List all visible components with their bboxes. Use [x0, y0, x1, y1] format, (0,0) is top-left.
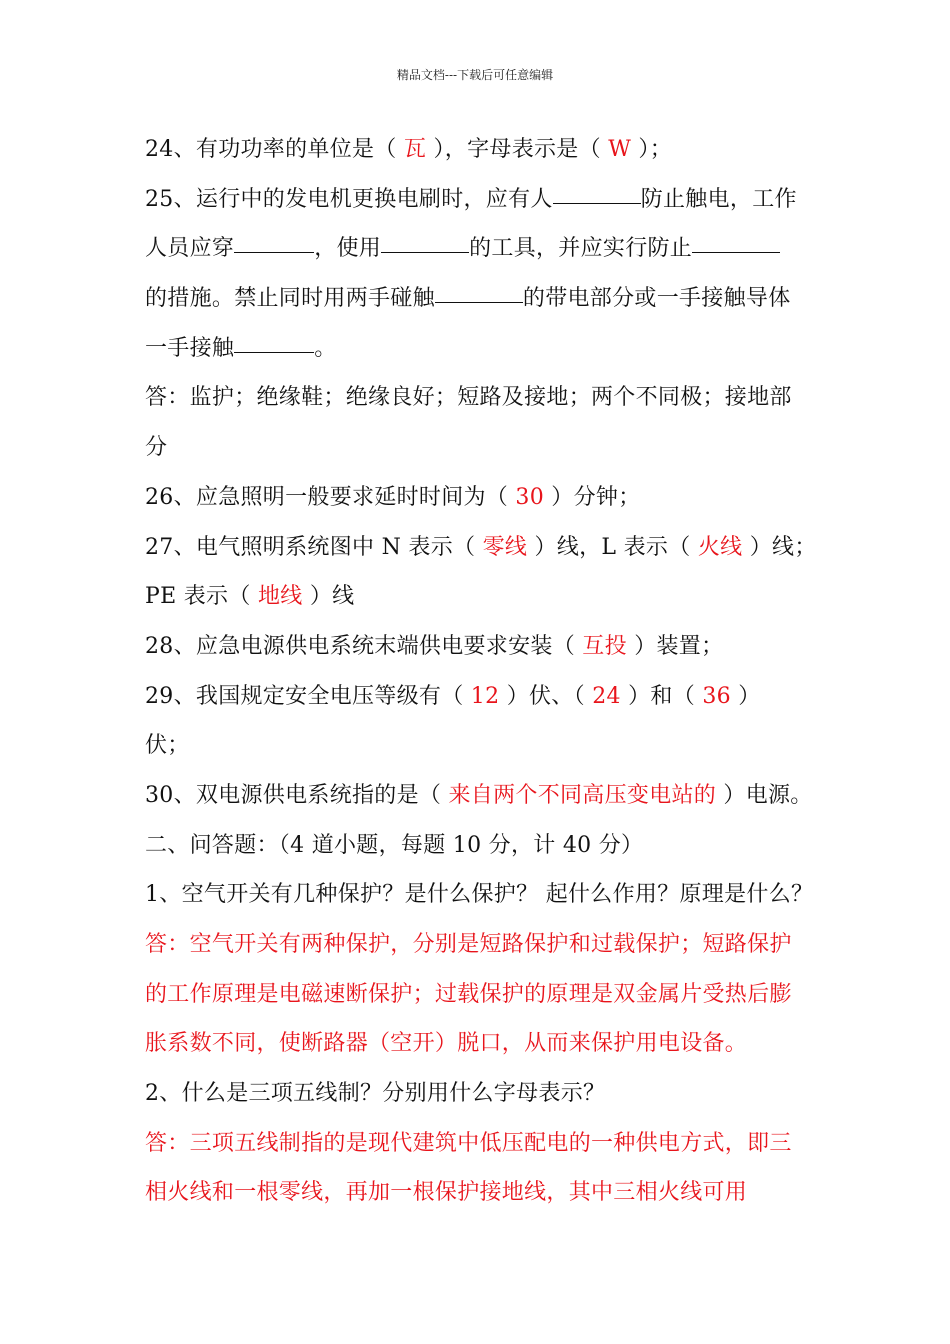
short-answer-2-answer-line-2: 相火线和一根零线，再加一根保护接地线，其中三相火线可用 [145, 1180, 748, 1206]
fill-blank [435, 280, 523, 303]
question-25-line-1: 25、运行中的发电机更换电刷时，应有人 防止触电，工作 [145, 180, 815, 230]
question-27-line-2: PE 表示（ 地线 ）线 [145, 584, 355, 610]
fill-blank [692, 230, 780, 253]
question-30: 30、双电源供电系统指的是（ 来自两个不同高压变电站的 ）电源。 [145, 782, 813, 808]
answer: 瓦 [403, 137, 427, 162]
answer: 来自两个不同高压变电站的 [448, 782, 717, 808]
question-25-answer-2: 分 [145, 435, 168, 461]
short-answer-2-answer-line-1: 答：三项五线制指的是现代建筑中低压配电的一种供电方式，即三 [145, 1130, 792, 1156]
answer: 互投 [582, 633, 627, 659]
short-answer-1-question: 1、空气开关有几种保护？是什么保护？ 起什么作用？原理是什么？ [145, 882, 814, 908]
fill-blank [381, 230, 469, 253]
fill-blank [553, 181, 641, 204]
short-answer-1-answer-line-3: 胀系数不同，使断路器（空开）脱口，从而来保护用电设备。 [145, 1031, 748, 1057]
question-24: 24、有功功率的单位是（ 瓦 ），字母表示是（ W ）； [145, 137, 673, 162]
section-heading: 二、问答题：（4 道小题，每题 10 分，计 40 分） [145, 832, 644, 858]
answer: 30 [515, 484, 544, 510]
question-27-line-1: 27、电气照明系统图中 N 表示（ 零线 ）线，L 表示（ 火线 ）线； [145, 534, 817, 560]
answer: 火线 [697, 534, 743, 560]
question-25-answer-1: 答：监护；绝缘鞋；绝缘良好；短路及接地；两个不同极；接地部 [145, 385, 792, 411]
short-answer-1-answer-line-1: 答：空气开关有两种保护，分别是短路保护和过载保护；短路保护 [145, 932, 792, 957]
question-25-line-4: 一手接触 。 [145, 329, 815, 379]
question-25-line-3: 的措施。禁止同时用两手碰触 的带电部分或一手接触导体 [145, 279, 815, 329]
page-header: 精品文档---下载后可任意编辑 [396, 68, 554, 82]
answer: 36 [702, 683, 731, 709]
fill-blank [234, 330, 314, 353]
answer: 地线 [257, 584, 303, 610]
question-25-line-2: 人员应穿 ，使用 的工具，并应实行防止 [145, 229, 815, 279]
answer: W [608, 137, 632, 162]
document-body [145, 130, 815, 1223]
question-29-line-2: 伏； [145, 733, 190, 759]
short-answer-2-question: 2、什么是三项五线制？分别用什么字母表示？ [145, 1081, 606, 1107]
question-29-line-1: 29、我国规定安全电压等级有（ 12 ）伏、（ 24 ）和（ 36 ） [145, 683, 761, 709]
question-28: 28、应急电源供电系统末端供电要求安装（ 互投 ）装置； [145, 633, 724, 659]
answer: 24 [592, 683, 621, 709]
short-answer-1-answer-line-2: 的工作原理是电磁速断保护；过载保护的原理是双金属片受热后膨 [145, 981, 792, 1007]
answer: 零线 [482, 534, 528, 560]
fill-blank [234, 230, 314, 253]
answer: 12 [470, 683, 500, 709]
question-26: 26、应急照明一般要求延时时间为（ 30 ）分钟； [145, 484, 641, 510]
